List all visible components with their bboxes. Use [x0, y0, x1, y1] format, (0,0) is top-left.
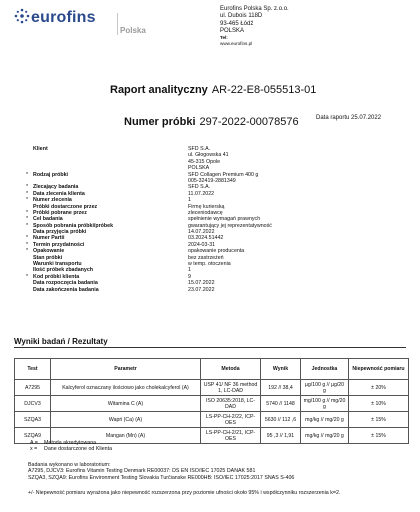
- field-value: zleceniodawcę: [188, 209, 223, 216]
- result-test-code: A7295: [15, 380, 51, 396]
- field-value: SFD S.A.: [188, 184, 211, 191]
- sample-label: Numer próbki: [124, 116, 196, 128]
- field-value: opakowanie producenta: [188, 248, 245, 255]
- field-value: 15.07.2022: [188, 280, 215, 287]
- field-value: gwarantujący jej reprezentatywność: [188, 222, 272, 229]
- result-parameter: Mangan (Mn) (A): [51, 428, 201, 444]
- field-label: Termin przydatności: [33, 241, 85, 248]
- field-star: *: [26, 171, 29, 178]
- result-uncertainty: ± 15%: [349, 428, 409, 444]
- field-value: 1: [188, 197, 191, 204]
- sample-details: [26, 146, 406, 293]
- header-parameter: Parametr: [51, 359, 201, 380]
- field-label: Numer Partii: [33, 235, 65, 242]
- company-line: ul. Dubois 118D: [220, 13, 263, 20]
- results-title: Wyniki badań / Rezultaty: [14, 337, 108, 346]
- field-label: Warunki transportu: [33, 261, 82, 268]
- result-method: USP 41/ NF 36 method 1, LC-DAD: [201, 380, 261, 396]
- eurofins-logo-icon: [14, 8, 30, 24]
- result-unit: mg/kg // mg/20 g: [301, 412, 349, 428]
- lab-line: A7295, DJCV3: Eurofins Vitamin Testing Denmark RE00037: DS EN ISO/IEC 17025 DANAK 581: [28, 468, 256, 475]
- field-value: POLSKA: [188, 165, 210, 172]
- field-label: Próbki pobrane przez: [33, 209, 87, 216]
- field-label: Klient: [33, 146, 48, 152]
- field-label: Numer zlecenia: [33, 197, 72, 204]
- report-number-heading: [110, 84, 316, 96]
- report-label: Raport analityczny: [110, 84, 208, 96]
- result-method: ISO 20635:2018, LC-DAD: [201, 396, 261, 412]
- field-star: *: [26, 222, 29, 229]
- result-value: 95 ,3 // 1,91: [261, 428, 301, 444]
- field-star: *: [26, 273, 29, 280]
- field-label: Opakowanie: [33, 248, 65, 255]
- header-result: Wynik: [261, 359, 301, 380]
- field-star: *: [26, 216, 29, 223]
- result-value: 5630 // 112 ,6: [261, 412, 301, 428]
- result-unit: mg/kg // mg/20 g: [301, 428, 349, 444]
- field-star: *: [26, 248, 29, 255]
- report-date: Data raportu 25.07.2022: [316, 115, 382, 121]
- field-label: Data rozpoczęcia badania: [33, 280, 98, 287]
- result-method: LS-PP-CH-2/21, ICP-OES: [201, 428, 261, 444]
- table-row: [15, 396, 409, 412]
- field-value: 23.07.2022: [188, 286, 215, 293]
- field-value: 2024-03-31: [188, 241, 216, 248]
- lab-intro: Badania wykonano w laboratorium:: [28, 462, 111, 468]
- field-label: Stan próbki: [33, 254, 63, 261]
- field-star: *: [26, 190, 29, 197]
- result-parameter: Kalcyferol oznaczany ilościowo jako cholekalcyferol (A): [51, 380, 201, 396]
- logo-sub: Polska: [120, 26, 146, 35]
- field-star: *: [26, 241, 29, 248]
- company-line: POLSKA: [220, 27, 245, 34]
- field-value: SFD S.A.: [188, 146, 211, 152]
- header-uncertainty: Niepewność pomiaru: [349, 359, 409, 380]
- table-row: [15, 380, 409, 396]
- field-label: Data zakończenia badania: [33, 286, 99, 293]
- table-row: [15, 412, 409, 428]
- header-unit: Jednostka: [301, 359, 349, 380]
- legend-item: [30, 446, 112, 452]
- company-address: [220, 6, 289, 47]
- field-label: Zlecający badania: [33, 184, 79, 191]
- field-label: Data przyjęcia próbki: [33, 229, 87, 236]
- lab-info: [28, 462, 294, 481]
- field-label: Próbki dostarczone przez: [33, 203, 98, 210]
- field-value: 11.07.2022: [188, 190, 215, 197]
- field-label: Ilość próbek zbadanych: [33, 267, 94, 274]
- header-test: Test: [15, 359, 51, 380]
- field-label: Cel badania: [33, 216, 63, 223]
- field-value: 005-32419-2881349: [188, 177, 236, 184]
- field-star: *: [26, 197, 29, 204]
- result-unit: µg/100 g // µg/20 g: [301, 380, 349, 396]
- field-label: Sposób pobrania próbki/próbek: [33, 222, 114, 229]
- header-method: Metoda: [201, 359, 261, 380]
- field-value: spełnienie wymagań prawnych: [188, 216, 261, 223]
- lab-line: SZQA3, SZQA9: Eurofins Environment Testing Slovakia Turčianske RE000HB: ISO/IEC 17025:2017 SNAS S-406: [28, 474, 295, 481]
- sample-number: 297-2022-00078576: [199, 116, 299, 128]
- field-star: *: [26, 209, 29, 216]
- field-value: 14.07.2022: [188, 229, 215, 236]
- results-table: [14, 358, 409, 444]
- report-number: AR-22-E8-055513-01: [211, 84, 317, 96]
- company-tel: Tel:: [220, 35, 228, 41]
- result-parameter: Wapń (Ca) (A): [51, 412, 201, 428]
- field-label: Data zlecenia klienta: [33, 190, 85, 197]
- logo-divider: [117, 13, 118, 35]
- legend-key: A =: [30, 440, 38, 446]
- legend-text: Metoda akredytowana: [44, 440, 97, 446]
- result-test-code: SZQA3: [15, 412, 51, 428]
- field-value: Firmę kurierską: [188, 203, 225, 210]
- field-value: ul. Głogowska 41: [188, 152, 229, 159]
- field-label: Kod próbki klienta: [33, 273, 80, 280]
- uncertainty-footnote: +/- Niepewność pomiaru wyrażona jako niepewność rozszerzona przy poziomie ufności około 95% i współczynniku rozszerzenia k=2.: [28, 490, 341, 496]
- eurofins-logo: [14, 7, 146, 43]
- logo-word: eurofins: [31, 9, 96, 26]
- sample-number-heading: [124, 116, 299, 128]
- result-unit: mg/100 g // mg/20 g: [301, 396, 349, 412]
- result-uncertainty: ± 20%: [349, 380, 409, 396]
- field-value: 1: [188, 267, 191, 274]
- result-method: LS-PP-CH-2/22, ICP-OES: [201, 412, 261, 428]
- result-value: 192 // 38,4: [261, 380, 301, 396]
- field-star: *: [26, 184, 29, 191]
- result-uncertainty: ± 15%: [349, 412, 409, 428]
- field-row: [26, 287, 406, 293]
- field-value: bez zastrzeżeń: [188, 254, 224, 261]
- field-value: SFD Collagen Premium 400 g: [188, 171, 259, 178]
- field-value: 45-315 Opole: [188, 158, 221, 165]
- results-header-row: [15, 359, 409, 380]
- result-test-code: DJCV3: [15, 396, 51, 412]
- company-line: Eurofins Polska Sp. z.o.o.: [220, 6, 289, 12]
- field-value: 03.2024.51442: [188, 235, 224, 242]
- result-value: 5740 // 1148: [261, 396, 301, 412]
- result-parameter: Witamina C (A): [51, 396, 201, 412]
- company-line: 93-465 Łódź: [220, 20, 254, 27]
- company-website: www.eurofins.pl: [220, 41, 253, 47]
- legend-key: x =: [30, 446, 38, 453]
- field-value: w temp. otoczenia: [188, 261, 231, 268]
- field-label: Rodzaj próbki: [33, 171, 69, 178]
- result-test-code: SZQA9: [15, 428, 51, 444]
- legend-text: Dane dostarczone od Klienta: [44, 446, 113, 453]
- legend: [30, 440, 112, 453]
- field-value: 9: [188, 273, 191, 280]
- result-uncertainty: ± 10%: [349, 396, 409, 412]
- results-divider: [14, 347, 406, 348]
- field-star: *: [26, 235, 29, 242]
